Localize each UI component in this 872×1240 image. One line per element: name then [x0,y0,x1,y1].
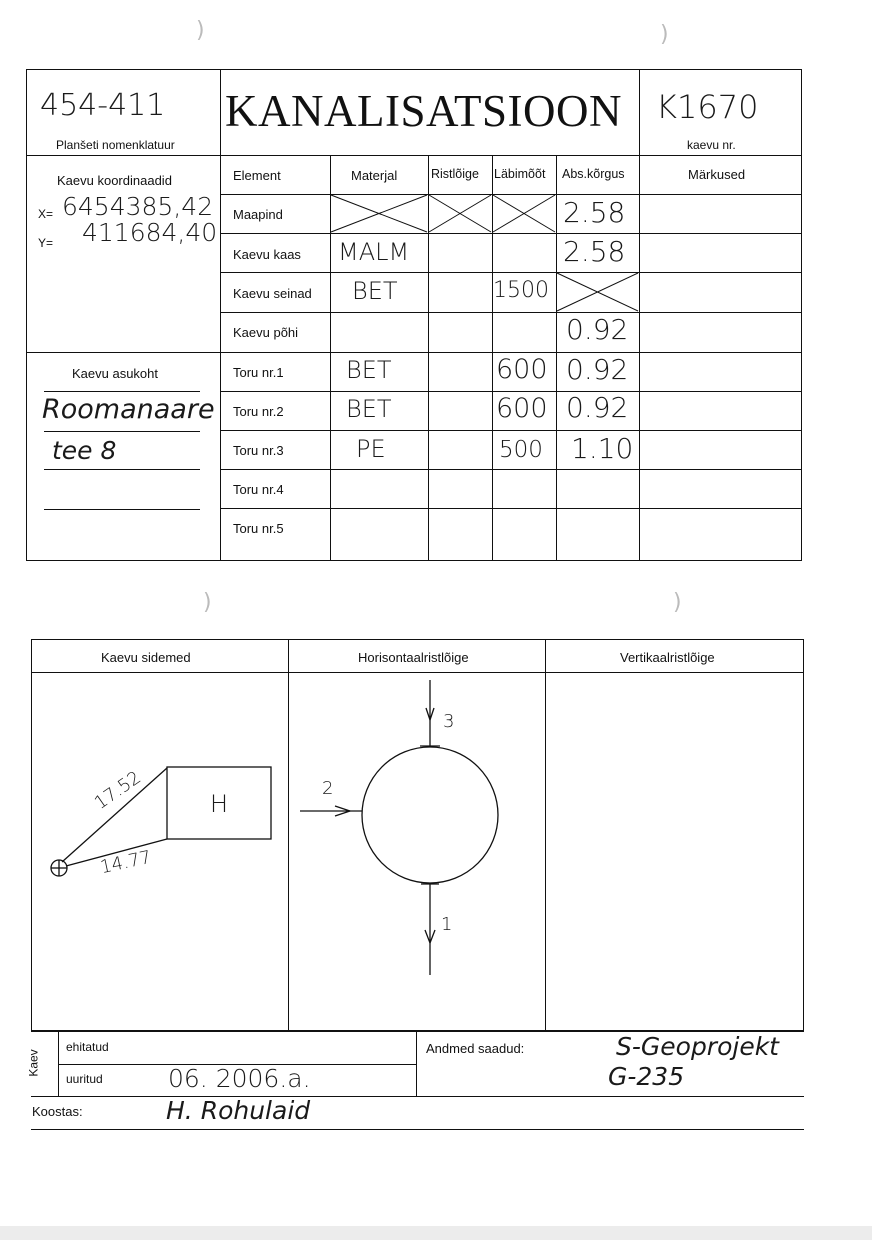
row-element: Toru nr.4 [233,482,284,497]
row-diameter: 600 [496,354,548,385]
row-element: Maapind [233,207,283,222]
row-element: Toru nr.3 [233,443,284,458]
row-diameter: 1500 [493,278,549,303]
row-height: 0.92 [566,353,629,386]
row-element: Toru nr.2 [233,404,284,419]
row-material: PE [356,435,386,463]
surveyed-label: uuritud [66,1072,103,1086]
row-element: Kaevu kaas [233,247,301,262]
pipe-2-label: 2 [322,778,334,799]
well-side-label: Kaev [26,1049,41,1077]
nomenclature-label: Planšeti nomenklatuur [56,138,175,152]
y-prefix: Y= [38,236,54,250]
row-material: BET [352,277,398,305]
punch-hole: ) [673,590,682,615]
built-label: ehitatud [66,1040,109,1054]
data-source-company: S-Geoprojekt [616,1032,779,1061]
punch-hole: ) [660,22,669,47]
y-coordinate: 411684,40 [82,218,218,247]
row-material: BET [346,356,392,384]
col-header-cross-section: Ristlõige [431,167,479,181]
col-header-abs-height: Abs.kõrgus [562,167,625,181]
punch-hole: ) [196,18,205,43]
sketch-title-ties: Kaevu sidemed [101,650,191,665]
location-line2: tee 8 [52,436,117,465]
row-height: 1.10 [571,432,634,465]
row-element: Kaevu põhi [233,325,299,340]
x-coordinate: 6454385,42 [62,192,214,221]
pipe-1-label: 1 [441,914,453,935]
data-source-label: Andmed saadud: [426,1041,525,1056]
well-number-label: kaevu nr. [687,138,736,152]
well-number: K1670 [656,88,759,126]
sketch-title-horizontal: Horisontaalristlõige [358,650,469,665]
coordinates-label: Kaevu koordinaadid [57,173,172,188]
surveyed-date: 06. 2006.a. [168,1064,311,1093]
row-element: Toru nr.1 [233,365,284,380]
row-element: Kaevu seinad [233,286,312,301]
row-diameter: 500 [499,437,543,463]
row-diameter: 600 [496,393,548,424]
tie-distance-b: 14.77 [98,846,154,879]
x-prefix: X= [38,207,54,221]
tie-distance-a: 17.52 [90,767,145,814]
data-source-code: G-235 [608,1062,685,1091]
col-header-element: Element [233,168,281,183]
pipe-3-label: 3 [443,711,455,732]
row-element: Toru nr.5 [233,521,284,536]
row-material: MALM [338,238,410,266]
compiled-label: Koostas: [32,1104,83,1119]
col-header-diameter: Läbimõõt [494,167,546,181]
row-height: 2.58 [563,196,626,229]
col-header-notes: Märkused [688,167,746,182]
col-header-material: Materjal [351,168,398,183]
row-height: 0.92 [566,391,629,424]
page-title: KANALISATSIOON [225,86,622,136]
nomenclature-value: 454-411 [40,88,166,123]
sketch-title-vertical: Vertikaalristlõige [620,650,715,665]
location-line1: Roomanaare [42,394,215,425]
row-height: 2.58 [563,235,626,268]
row-height: 0.92 [566,313,629,346]
row-material: BET [346,395,392,423]
compiled-signature: H. Rohulaid [166,1096,311,1125]
well-circle [362,747,498,883]
building-label: H [210,790,229,818]
punch-hole: ) [203,590,212,615]
page-bottom-edge [0,1226,872,1240]
location-label: Kaevu asukoht [72,366,159,381]
